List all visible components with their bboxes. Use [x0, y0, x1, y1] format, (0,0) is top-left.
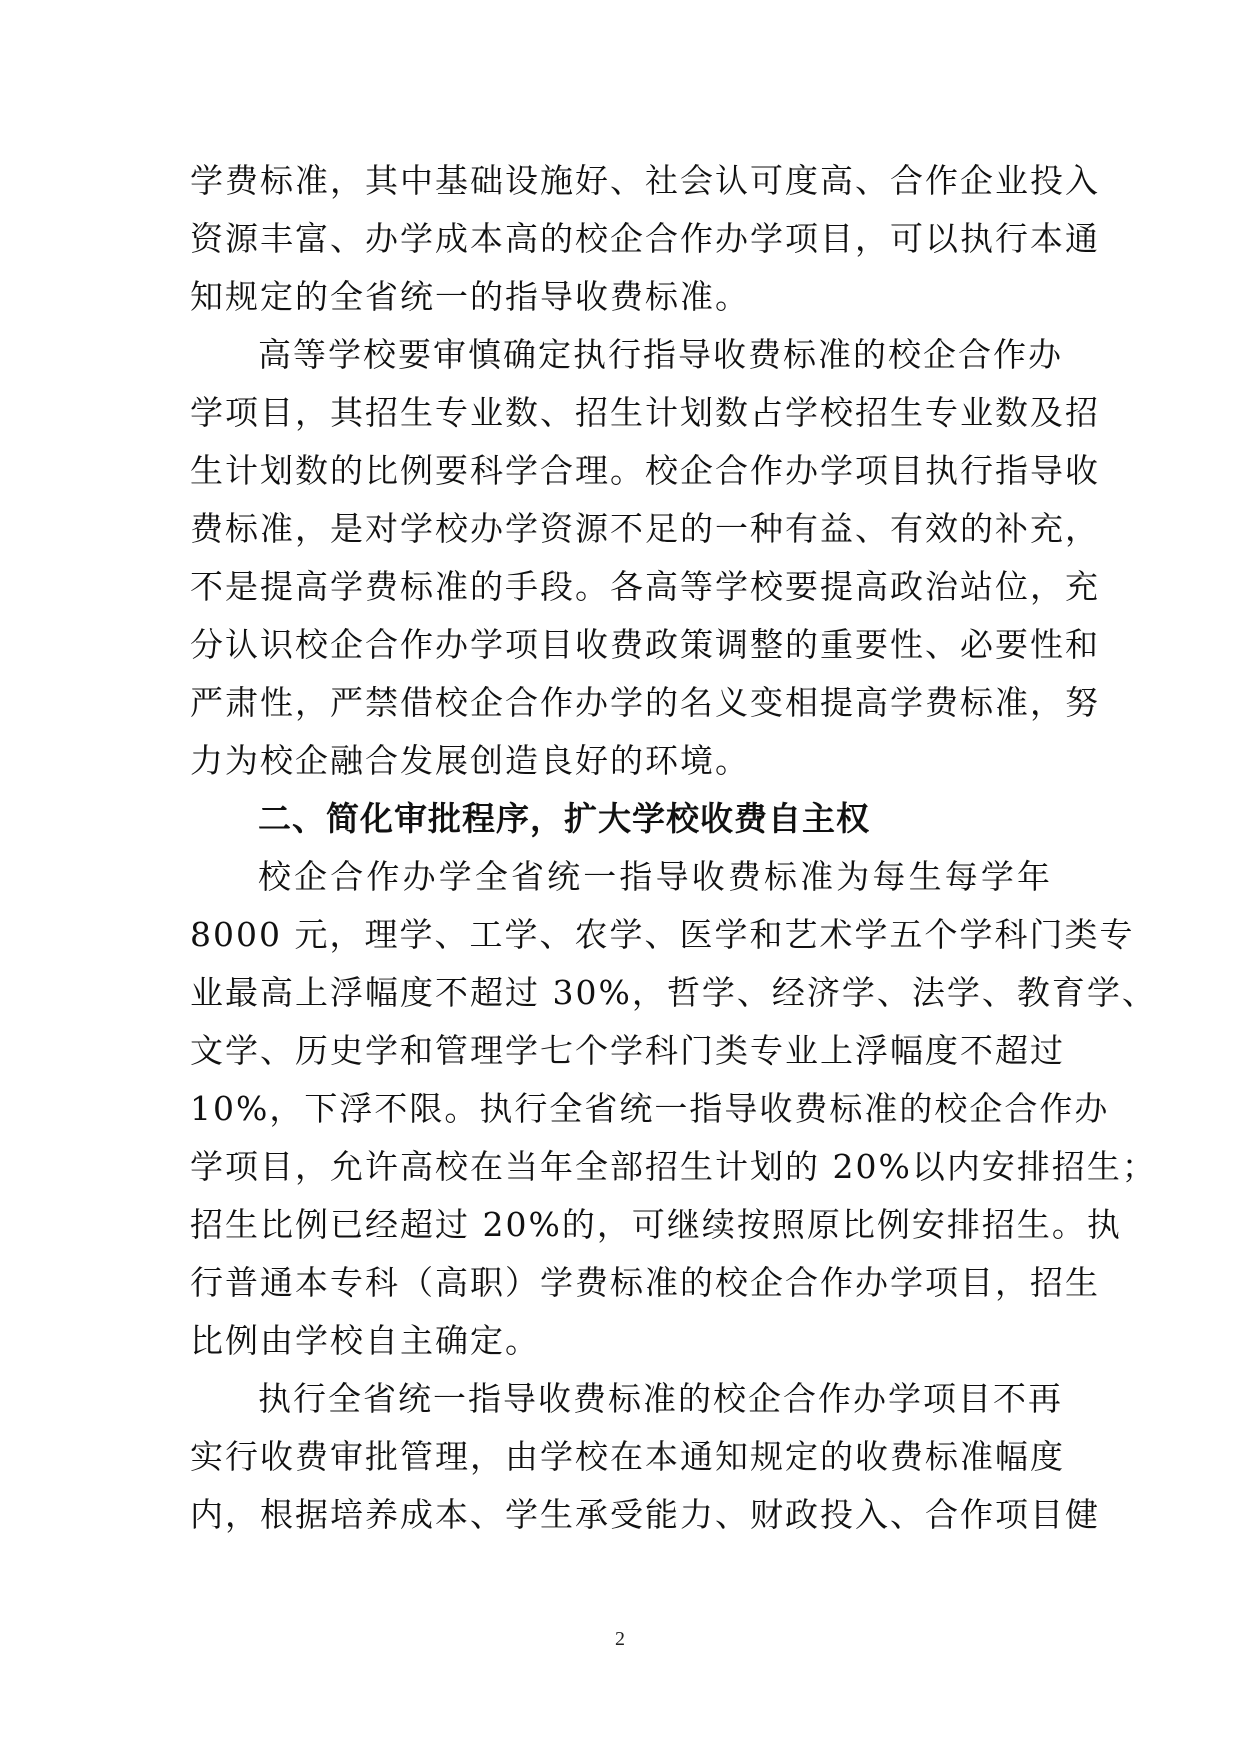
- text-line: 业最高上浮幅度不超过 30%，哲学、经济学、法学、教育学、: [190, 973, 1157, 1012]
- text-line: 执行全省统一指导收费标准的校企合作办学项目不再: [258, 1379, 1063, 1418]
- paragraph-tuition-standard: [190, 152, 1100, 326]
- document-body: [190, 152, 1157, 1544]
- text-line: 知规定的全省统一的指导收费标准。: [190, 277, 750, 316]
- text-line: 校企合作办学全省统一指导收费标准为每生每学年: [258, 857, 1052, 896]
- text-line: 分认识校企合作办学项目收费政策调整的重要性、必要性和: [190, 625, 1100, 664]
- text-line: 内，根据培养成本、学生承受能力、财政投入、合作项目健: [190, 1495, 1100, 1534]
- text-line: 学项目，其招生专业数、招生计划数占学校招生专业数及招: [190, 393, 1100, 432]
- page-number: 2: [615, 1628, 625, 1650]
- section-heading: 二、简化审批程序，扩大学校收费自主权: [258, 799, 870, 838]
- text-line: 费标准，是对学校办学资源不足的一种有益、有效的补充，: [190, 509, 1100, 548]
- text-line: 学项目，允许高校在当年全部招生计划的 20%以内安排招生；: [190, 1147, 1157, 1186]
- text-line: 学费标准，其中基础设施好、社会认可度高、合作企业投入: [190, 161, 1100, 200]
- text-line: 8000 元，理学、工学、农学、医学和艺术学五个学科门类专: [190, 915, 1135, 954]
- text-line: 10%，下浮不限。执行全省统一指导收费标准的校企合作办: [190, 1089, 1110, 1128]
- text-line: 文学、历史学和管理学七个学科门类专业上浮幅度不超过: [190, 1031, 1065, 1070]
- text-line: 不是提高学费标准的手段。各高等学校要提高政治站位，充: [190, 567, 1100, 606]
- text-line: 力为校企融合发展创造良好的环境。: [190, 741, 750, 780]
- paragraph-prudent-determination: [190, 326, 1100, 790]
- paragraph-approval-management: [190, 1370, 1100, 1544]
- text-line: 实行收费审批管理，由学校在本通知规定的收费标准幅度: [190, 1437, 1065, 1476]
- text-line: 比例由学校自主确定。: [190, 1321, 540, 1360]
- text-line: 高等学校要审慎确定执行指导收费标准的校企合作办: [258, 335, 1063, 374]
- text-line: 资源丰富、办学成本高的校企合作办学项目，可以执行本通: [190, 219, 1100, 258]
- text-line: 生计划数的比例要科学合理。校企合作办学项目执行指导收: [190, 451, 1100, 490]
- text-line: 招生比例已经超过 20%的，可继续按照原比例安排招生。执: [190, 1205, 1122, 1244]
- text-line: 严肃性，严禁借校企合作办学的名义变相提高学费标准，努: [190, 683, 1100, 722]
- paragraph-fee-standard: [190, 848, 1157, 1370]
- text-line: 行普通本专科（高职）学费标准的校企合作办学项目，招生: [190, 1263, 1100, 1302]
